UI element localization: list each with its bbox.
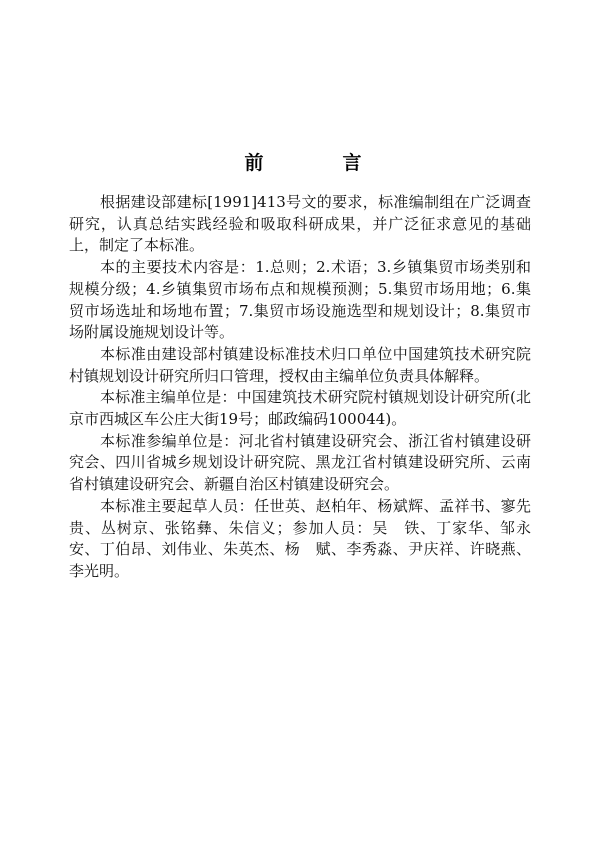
preface-body [69,192,531,583]
paragraph-main-content: 本的主要技术内容是：1.总则；2.术语；3.乡镇集贸市场类别和规模分级；4.乡镇集贸市场布点和规模预测；5.集贸市场用地；6.集贸市场选址和场地布置；7.集贸市场设施选型和规划设计；8.集贸市场附属设施规划设计等。 [69,258,531,342]
paragraph-management: 本标准由建设部村镇建设标准技术归口单位中国建筑技术研究院村镇规划设计研究所归口管理，授权由主编单位负责具体解释。 [69,344,531,385]
page-title: 前 言 [244,152,392,174]
paragraph-basis: 根据建设部建标[1991]413号文的要求，标准编制组在广泛调查研究，认真总结实践经验和吸取科研成果，并广泛征求意见的基础上，制定了本标准。 [69,193,531,255]
paragraph-participating-units: 本标准参编单位是：河北省村镇建设研究会、浙江省村镇建设研究会、四川省城乡规划设计研究院、黑龙江省村镇建设研究所、云南省村镇建设研究会、新疆自治区村镇建设研究会。 [69,431,531,494]
paragraph-chief-editor: 本标准主编单位是：中国建筑技术研究院村镇规划设计研究所(北京市西城区车公庄大街19号；邮政编码100044)。 [69,388,531,429]
paragraph-drafters: 本标准主要起草人员：任世英、赵柏年、杨斌辉、孟祥书、寥先贵、丛树京、张铭彝、朱信义；参加人员：吴 铁、丁家华、邹永安、丁伯昂、刘伟业、朱英杰、杨 赋、李秀淼、尹庆祥、许晓燕、李光明。 [69,496,531,580]
